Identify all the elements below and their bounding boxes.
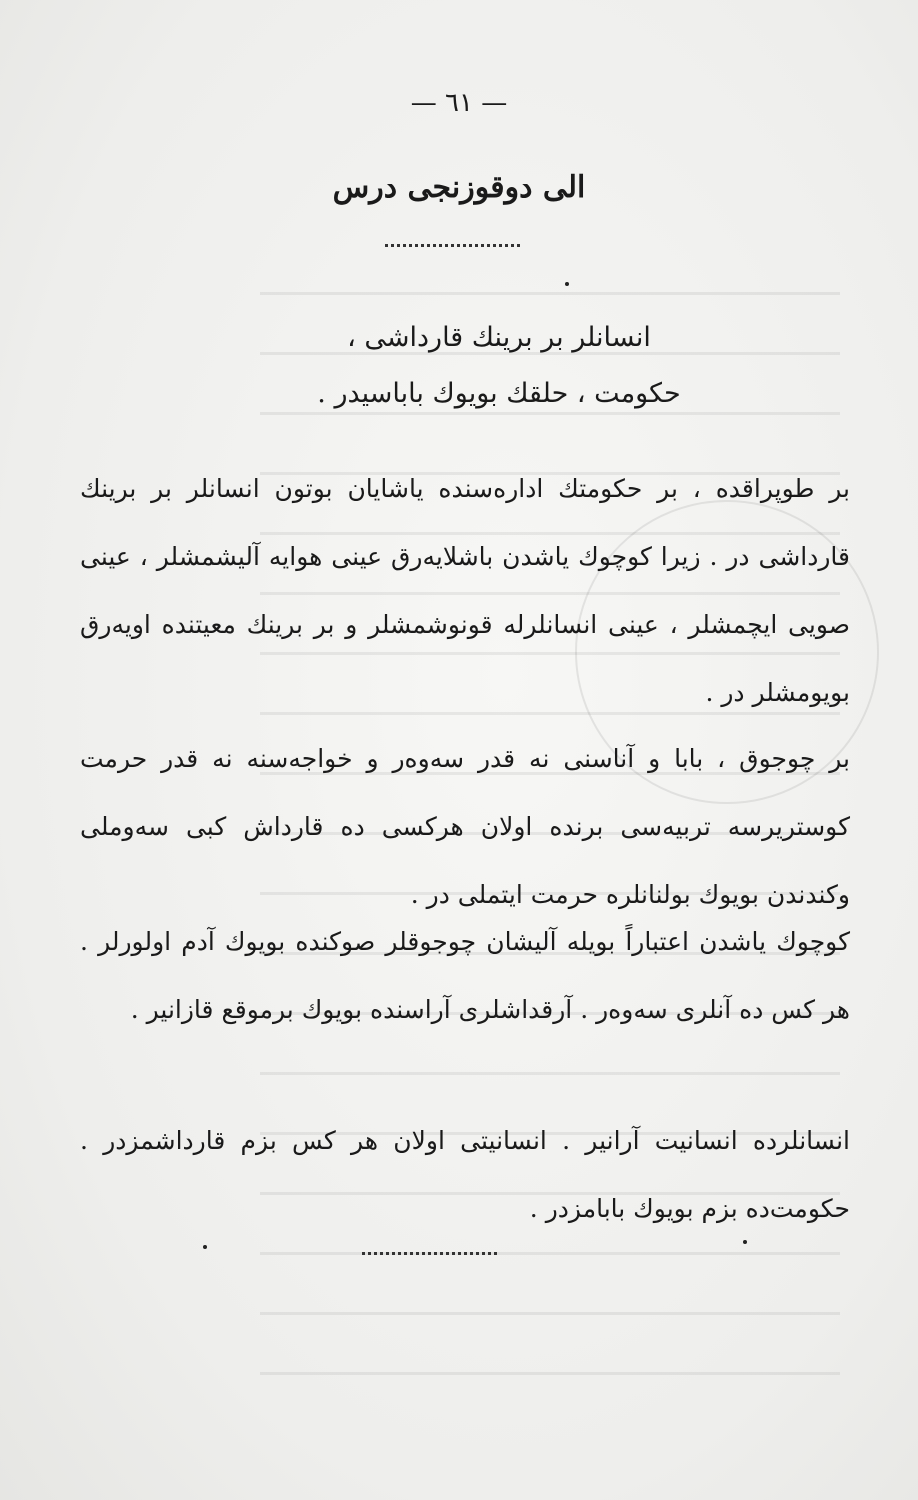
title-divider	[385, 244, 520, 247]
ink-dot	[203, 1245, 207, 1249]
paragraph-1: بر طوپراقده ، بر حکومتك اداره‌سنده یاشایان بوتون انسانلر بر برینك قارداشی در . زیرا کوچوك یاشدن باشلایه‌رق عینی هوایه آلیشمشلر ، عینی صویی ایچمشلر ، عینی انسانلرله قونوشمشلر و بر برینك معیتنده اویه‌رق بویومشلر در .	[80, 474, 850, 707]
subtitle-brotherhood: انسانلر بر برینك قارداشی ،	[347, 322, 651, 353]
ink-dot	[743, 1240, 747, 1244]
paragraph-4: انسانلرده انسانیت آرانیر . انسانیتی اولان هر کس بزم قارداشمزدر . حکومت‌ده بزم بویوك بابامزدر .	[80, 1126, 850, 1223]
paragraph-3: کوچوك یاشدن اعتباراً بویله آلیشان چوجوقلر صوکنده بویوك آدم اولورلر . هر کس ده آنلری سه‌وه‌ر . آرقداشلری آراسنده بویوك برموقع قازانیر .	[80, 927, 850, 1024]
ink-dot	[565, 282, 569, 286]
page-number: — ٦١ —	[410, 88, 508, 118]
subtitle-government: حکومت ، حلقك بویوك باباسیدر .	[317, 378, 681, 409]
paragraph-2: بر چوجوق ، بابا و آناسنی نه قدر سه‌وه‌ر و خواجه‌سنه نه قدر حرمت کوستریرسه تربیه‌سی برنده اولان هرکسی ده قارداش کبی سه‌وملی وکندندن بویوك بولنانلره حرمت ایتملی در .	[80, 744, 850, 909]
lesson-title: الی دوقوزنجی درس	[332, 170, 586, 205]
end-divider	[362, 1252, 497, 1255]
